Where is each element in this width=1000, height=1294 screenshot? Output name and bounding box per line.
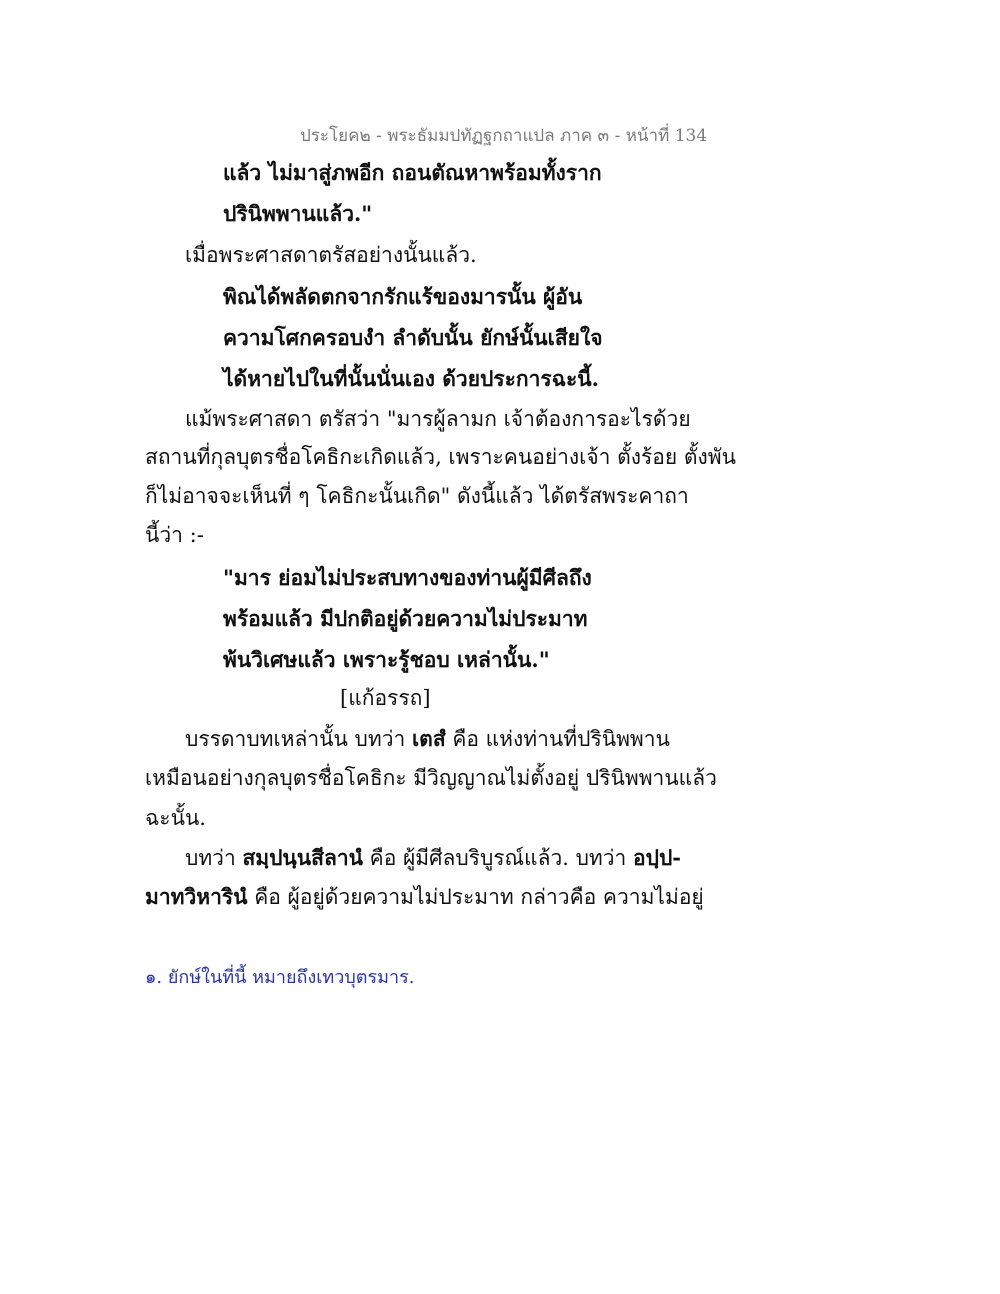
- verse-line: พ้นวิเศษแล้ว เพราะรู้ชอบ เหล่านั้น.": [223, 647, 550, 672]
- verse-line: แล้ว ไม่มาสู่ภพอีก ถอนตัณหาพร้อมทั้งราก: [223, 160, 602, 185]
- verse-line: พิณได้พลัดตกจากรักแร้ของมารนั้น ผู้อัน: [223, 284, 583, 309]
- text-run: บทว่า: [185, 846, 243, 870]
- text-run: บรรดาบทเหล่านั้น บทว่า: [185, 727, 412, 751]
- pali-term: เตสํ: [412, 726, 446, 751]
- text-run: คือ ผู้มีศีลบริบูรณ์แล้ว. บทว่า: [362, 846, 634, 870]
- paragraph-line: ก็ไม่อาจจะเห็นที่ ๆ โคธิกะนั้นเกิด" ดังนี้แล้ว ได้ตรัสพระคาถา: [145, 484, 689, 508]
- paragraph-line: เมื่อพระศาสดาตรัสอย่างนั้นแล้ว.: [185, 243, 477, 267]
- footnote: ๑. ยักษ์ในที่นี้ หมายถึงเทวบุตรมาร.: [145, 967, 415, 988]
- text-run: คือ แห่งท่านที่ปรินิพพาน: [445, 727, 670, 751]
- pali-term: อปฺป-: [633, 845, 682, 870]
- section-heading: [แก้อรรถ]: [340, 686, 431, 710]
- paragraph-line: [185, 843, 681, 873]
- pali-term: สมฺปนฺนสีลานํ: [242, 845, 363, 870]
- paragraph-line: นี้ว่า :-: [145, 523, 204, 547]
- paragraph-line: [185, 724, 670, 754]
- paragraph-line: [145, 882, 704, 912]
- verse-line: ปรินิพพานแล้ว.": [223, 201, 373, 226]
- pali-term: มาทวิหารินํ: [145, 884, 248, 909]
- paragraph-line: เหมือนอย่างกุลบุตรชื่อโคธิกะ มีวิญญาณไม่ตั้งอยู่ ปรินิพพานแล้ว: [145, 766, 717, 790]
- page-header: ประโยค๒ - พระธัมมปทัฏฐกถาแปล ภาค ๓ - หน้าที่ 134: [300, 126, 708, 146]
- verse-line: "มาร ย่อมไม่ประสบทางของท่านผู้มีศีลถึง: [223, 565, 592, 590]
- verse-line: พร้อมแล้ว มีปกติอยู่ด้วยความไม่ประมาท: [223, 606, 588, 631]
- paragraph-line: ฉะนั้น.: [145, 806, 206, 830]
- paragraph-line: สถานที่กุลบุตรชื่อโคธิกะเกิดแล้ว, เพราะคนอย่างเจ้า ตั้งร้อย ตั้งพัน: [145, 445, 736, 469]
- verse-line: ได้หายไปในที่นั้นนั่นเอง ด้วยประการฉะนี้.: [223, 366, 599, 391]
- paragraph-line: แม้พระศาสดา ตรัสว่า "มารผู้ลามก เจ้าต้องการอะไรด้วย: [185, 407, 691, 431]
- text-run: คือ ผู้อยู่ด้วยความไม่ประมาท กล่าวคือ ความไม่อยู่: [247, 885, 704, 909]
- verse-line: ความโศกครอบงำ ลำดับนั้น ยักษ์นั้นเสียใจ: [223, 325, 603, 350]
